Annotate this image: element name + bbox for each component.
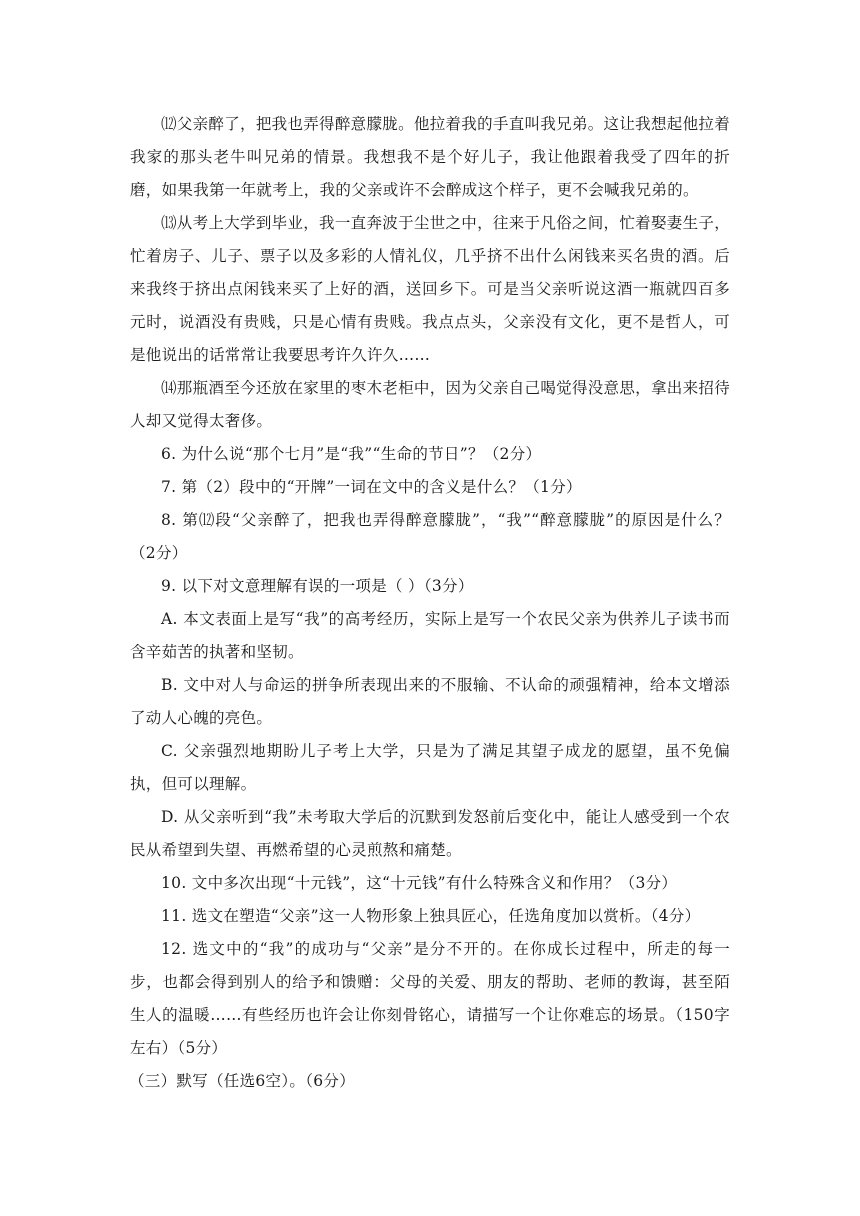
option-c: C. 父亲强烈地期盼儿子考上大学，只是为了满足其望子成龙的愿望，虽不免偏执，但可以理解。	[130, 742, 730, 793]
question-12: 12. 选文中的“我”的成功与“父亲”是分不开的。在你成长过程中，所走的每一步，也都会得到别人的给予和馈赠：父母的关爱、朋友的帮助、老师的教诲，甚至陌生人的温暖……有些经历也许会让你刻骨铭心，请描写一个让你难忘的场景。（150字左右）（5分）	[130, 940, 730, 1057]
document-page	[130, 108, 730, 1098]
question-11: 11. 选文在塑造“父亲”这一人物形象上独具匠心，任选角度加以赏析。（4分）	[161, 907, 701, 925]
section-heading: （三）默写（任选6空）。（6分）	[129, 1072, 356, 1090]
question-9: 9. 以下对文意理解有误的一项是（ ）（3分）	[161, 577, 474, 595]
paragraph-13: ⒀从考上大学到毕业，我一直奔波于尘世之中，往来于凡俗之间，忙着娶妻生子，忙着房子、儿子、票子以及多彩的人情礼仪，几乎挤不出什么闲钱来买名贵的酒。后来我终于挤出点闲钱来买了上好的酒，送回乡下。可是当父亲听说这酒一瓶就四百多元时，说酒没有贵贱，只是心情有贵贱。我点点头，父亲没有文化，更不是哲人，可是他说出的话常常让我要思考许久许久……	[130, 214, 730, 364]
paragraph-14: ⒁那瓶酒至今还放在家里的枣木老柜中，因为父亲自己喝觉得没意思，拿出来招待人却又觉得太奢侈。	[130, 379, 730, 430]
question-6: 6. 为什么说“那个七月”是“我”“生命的节日”？（2分）	[161, 445, 542, 463]
question-8: 8. 第⑿段“父亲醉了，把我也弄得醉意朦胧”，“我”“醉意朦胧”的原因是什么？（2分）	[130, 511, 730, 562]
option-b: B. 文中对人与命运的拼争所表现出来的不服输、不认命的顽强精神，给本文增添了动人心魄的亮色。	[130, 676, 730, 727]
option-a: A. 本文表面上是写“我”的高考经历，实际上是写一个农民父亲为供养儿子读书而含辛茹苦的执著和坚韧。	[130, 610, 730, 661]
question-10: 10. 文中多次出现“十元钱”，这“十元钱”有什么特殊含义和作用？（3分）	[161, 874, 678, 892]
option-d: D. 从父亲听到“我”未考取大学后的沉默到发怒前后变化中，能让人感受到一个农民从希望到失望、再燃希望的心灵煎熬和痛楚。	[130, 808, 730, 859]
question-7: 7. 第（2）段中的“开牌”一词在文中的含义是什么？（1分）	[161, 478, 582, 496]
paragraph-12: ⑿父亲醉了，把我也弄得醉意朦胧。他拉着我的手直叫我兄弟。这让我想起他拉着我家的那头老牛叫兄弟的情景。我想我不是个好儿子，我让他跟着我受了四年的折磨，如果我第一年就考上，我的父亲或许不会醉成这个样子，更不会喊我兄弟的。	[130, 115, 730, 199]
